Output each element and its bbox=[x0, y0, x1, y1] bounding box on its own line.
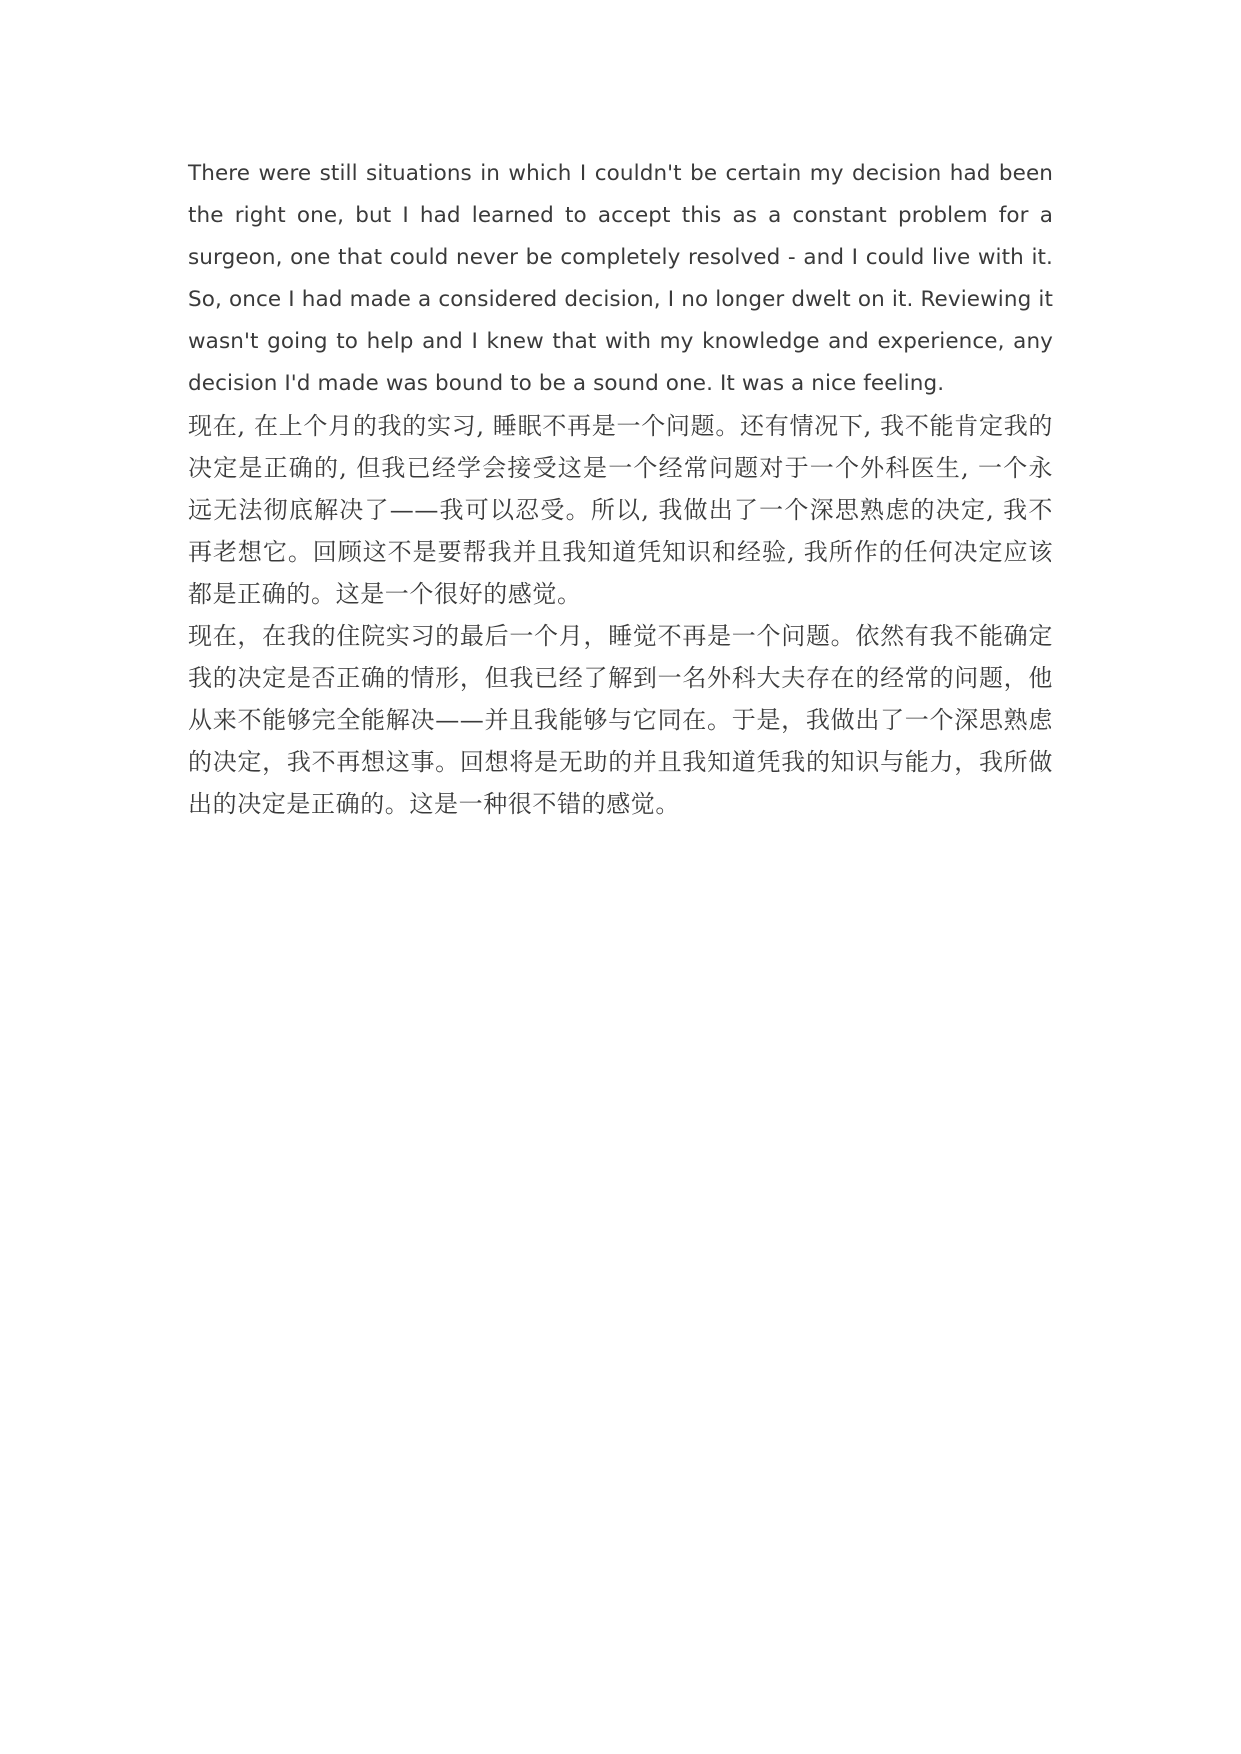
chinese-translation-paragraph-1: 现在, 在上个月的我的实习, 睡眠不再是一个问题。还有情况下, 我不能肯定我的决定是正确的, 但我已经学会接受这是一个经常问题对于一个外科医生, 一个永远无法彻底解决了——我可以忍受。所以, 我做出了一个深思熟虑的决定, 我不再老想它。回顾这不是要帮我并且我知道凭知识和经验, 我所作的任何决定应该都是正确的。这是一个很好的感觉。 bbox=[188, 412, 1053, 608]
english-paragraph: There were still situations in which I couldn't be certain my decision had been the right one, but I had learned to accept this as a constant problem for a surgeon, one that could never be completely resolved - and I could live with it. So, once I had made a considered decision, I no longer dwelt on it. Reviewing it wasn't going to help and I knew that with my knowledge and experience, any decision I'd made was bound to be a sound one. It was a nice feeling. bbox=[188, 161, 1053, 396]
document-body bbox=[188, 153, 1053, 825]
chinese-translation-paragraph-2: 现在，在我的住院实习的最后一个月，睡觉不再是一个问题。依然有我不能确定我的决定是否正确的情形，但我已经了解到一名外科大夫存在的经常的问题，他从来不能够完全能解决——并且我能够与它同在。于是，我做出了一个深思熟虑的决定，我不再想这事。回想将是无助的并且我知道凭我的知识与能力，我所做出的决定是正确的。这是一种很不错的感觉。 bbox=[188, 622, 1053, 818]
